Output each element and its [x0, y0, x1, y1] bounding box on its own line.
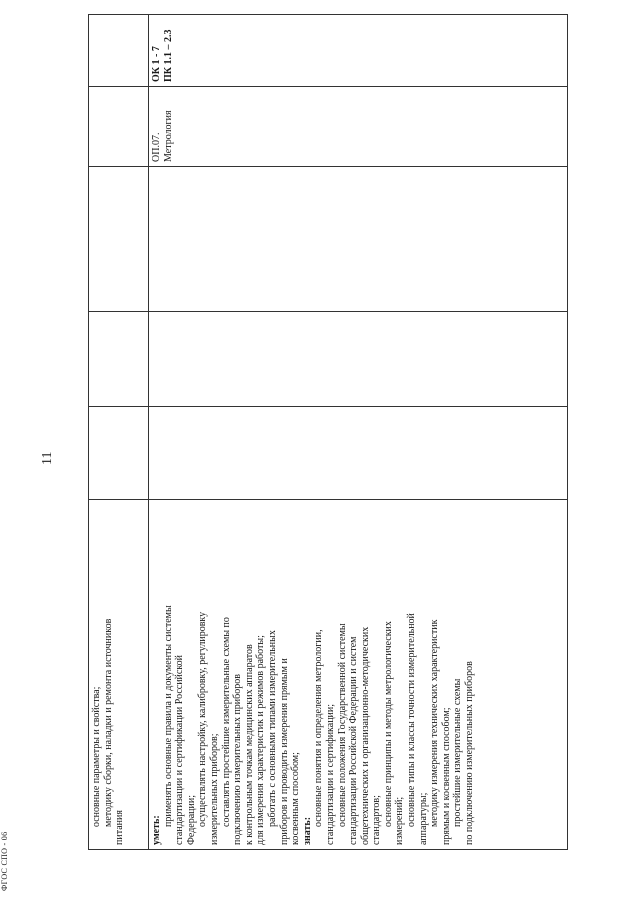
content-line: подключению измерительных приборов — [232, 674, 244, 845]
content-line: к контрольным точкам медицинских аппаратов — [243, 644, 255, 845]
continuation-content-cell — [89, 500, 149, 850]
content-line: методику сборки, наладки и ремонта источников — [102, 618, 114, 827]
section-heading: знать: — [301, 816, 313, 845]
table-row-continuation — [89, 15, 149, 850]
content-line: основные положения Государственной системы — [336, 623, 348, 827]
section-heading: уметь: — [151, 815, 162, 845]
empty-cell — [89, 87, 149, 167]
content-line: методику измерения технических характеристик — [429, 619, 441, 827]
content-line: стандартизации Российской Федерации и систем — [348, 636, 360, 845]
requirements-cell — [149, 500, 568, 850]
competence-ok: ОК 1 - 7 — [151, 46, 162, 82]
content-line: основные понятия и определения метрологии, — [313, 629, 325, 827]
content-line: стандартизации и сертификации Российской — [174, 654, 186, 845]
table-row-metrology — [149, 15, 568, 850]
content-line: простейшие измерительные схемы — [452, 678, 464, 827]
content-line: приборов и проводить измерения прямым и — [278, 658, 290, 845]
discipline-name: Метрология — [162, 110, 174, 162]
standards-table — [88, 14, 568, 850]
empty-cell — [89, 407, 149, 500]
empty-cell — [89, 312, 149, 407]
content-line: работать с основными типами измерительных — [266, 630, 278, 827]
document-footer-code: ФГОС СПО - 06 — [0, 831, 9, 891]
content-line: Федерации; — [185, 794, 197, 845]
content-line: стандартизации и сертификации; — [324, 703, 336, 845]
competences-cell — [149, 15, 568, 87]
content-line: измерительных приборов; — [208, 733, 220, 845]
content-line: измерений; — [394, 796, 406, 845]
content-line: основные типы и классы точности измерительной — [406, 613, 418, 827]
discipline-cell — [149, 87, 568, 167]
empty-cell — [149, 167, 568, 312]
empty-cell — [89, 15, 149, 87]
empty-cell — [149, 407, 568, 500]
page-number: 11 — [40, 451, 55, 465]
content-line: стандартов; — [371, 795, 383, 845]
content-line: применять основные правила и документы системы — [162, 605, 174, 827]
content-line: составлять простейшие измерительные схемы по — [220, 617, 232, 827]
content-line: аппаратуры; — [417, 792, 429, 845]
content-line: по подключению измерительных приборов — [464, 661, 476, 845]
empty-cell — [149, 312, 568, 407]
content-line: косвенным способом; — [290, 752, 302, 845]
content-line: осуществлять настройку, калибровку, регулировку — [197, 611, 209, 827]
content-line: для измерения характеристик и режимов работы; — [255, 635, 267, 845]
content-line: основные принципы и методы метрологических — [382, 621, 394, 827]
content-line: прямым и косвенным способом; — [440, 707, 452, 845]
empty-cell — [89, 167, 149, 312]
competence-pk: ПК 1.1 – 2.3 — [162, 29, 174, 82]
discipline-code: ОП.07. — [151, 132, 162, 162]
content-line: основные параметры и свойства; — [91, 686, 102, 827]
content-line: питания — [114, 810, 126, 845]
content-line: общетехнических и организационно-методических — [359, 626, 371, 845]
